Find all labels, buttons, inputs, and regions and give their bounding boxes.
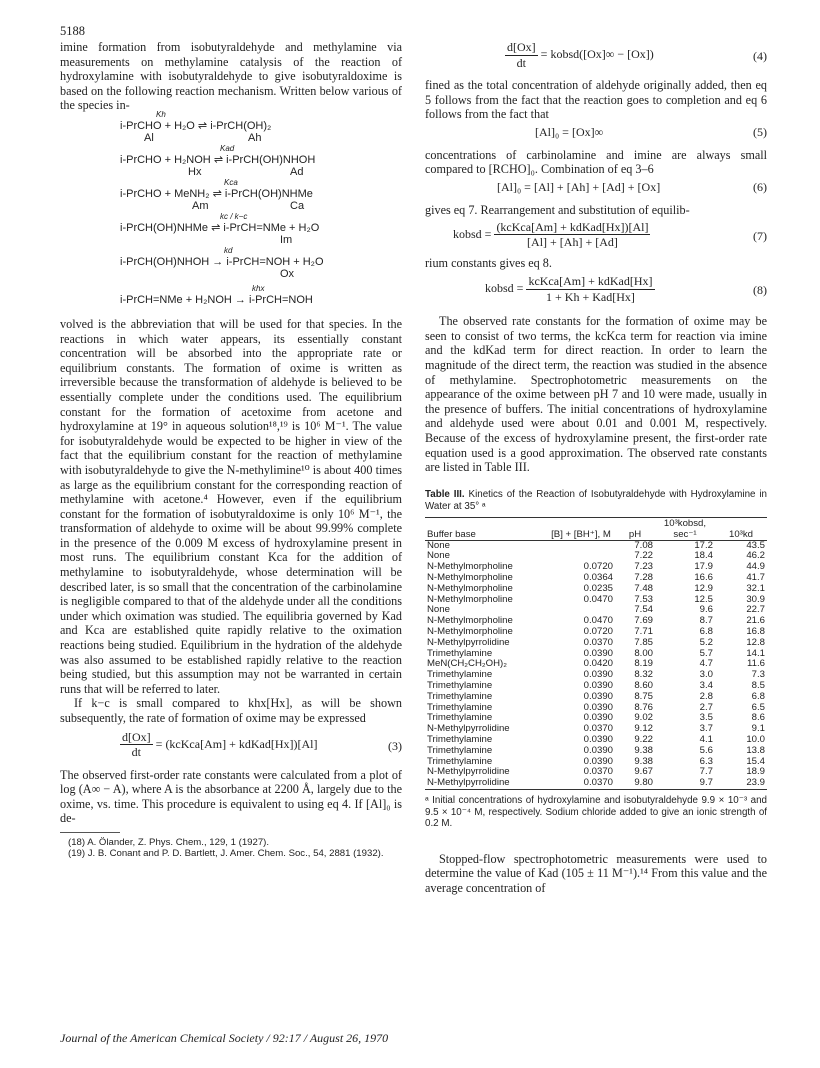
table-cell: Trimethylamine — [427, 690, 493, 702]
paragraph: If k−c is small compared to khx[Hx], as will be shown subsequently, the rate of formation of oxime may be expressed — [60, 696, 402, 725]
column-header: Buffer base — [425, 517, 547, 540]
reaction-lhs: i-PrCH(OH)NHMe — [120, 221, 208, 234]
species-label: Hx — [188, 165, 202, 178]
table-cell: 8.32 — [634, 669, 653, 681]
equilibrium-arrow: ⇌ — [197, 119, 208, 132]
page-number: 5188 — [60, 24, 85, 38]
equation-number: (3) — [388, 738, 402, 753]
table-cell: 9.38 — [634, 755, 653, 767]
paragraph: gives eq 7. Rearrangement and substitution of equilib- — [425, 202, 690, 217]
table-cell: 8.5 — [751, 680, 765, 692]
table-cell: 23.9 — [715, 778, 767, 789]
table-cell: N-Methylpyrrolidine — [427, 636, 510, 648]
table-cell: 43.5 — [746, 539, 765, 551]
reaction — [120, 283, 402, 313]
table-cell: 0.0390 — [583, 712, 613, 724]
table-cell: 8.76 — [634, 701, 653, 713]
table-body — [425, 540, 767, 789]
table-cell: 0.0390 — [583, 680, 613, 692]
rate-constant-label: kc / k−c — [220, 211, 248, 221]
table-cell: 7.54 — [634, 604, 653, 616]
table-cell: N-Methylpyrrolidine — [425, 778, 547, 789]
table-cell: 21.6 — [746, 615, 765, 627]
fraction-denominator: dt — [131, 745, 141, 760]
species-label: Ca — [290, 199, 305, 212]
table-cell: 8.6 — [751, 712, 765, 724]
table-caption — [425, 489, 767, 513]
table-cell: 9.6 — [699, 604, 713, 616]
paragraph: concentrations of carbinolamine and imine are always small compared to [RCHO]₀. Combination of eq 3–6 — [425, 147, 767, 177]
table-cell: None — [427, 539, 450, 551]
table-cell: 18.4 — [694, 550, 713, 562]
reaction — [120, 143, 402, 187]
table-cell: 6.8 — [699, 626, 713, 638]
species-label: Ad — [290, 165, 304, 178]
table-cell: N-Methylmorpholine — [427, 582, 513, 594]
reaction-rhs: i-PrCH=NMe + H₂O — [223, 221, 320, 234]
reaction — [120, 211, 402, 255]
table-cell: 44.9 — [746, 561, 765, 573]
table-cell: Trimethylamine — [427, 701, 493, 713]
table-cell: 9.02 — [634, 712, 653, 724]
table-cell: 15.4 — [746, 755, 765, 767]
forward-arrow: → — [234, 293, 246, 306]
column-header: 10³kd — [715, 517, 767, 540]
equation-rhs: = kobsd([Ox]∞ − [Ox]) — [540, 46, 654, 61]
table-cell: 17.9 — [694, 561, 713, 573]
equation-6 — [425, 180, 767, 200]
table-row — [425, 540, 767, 551]
reaction-lhs: i-PrCH=NMe + H₂NOH — [120, 293, 232, 306]
table-cell: 3.5 — [699, 712, 713, 724]
table-cell: 7.3 — [751, 669, 765, 681]
table-cell: 0.0390 — [583, 701, 613, 713]
table-cell: N-Methylmorpholine — [427, 615, 513, 627]
equation-rhs: = (kcKca[Am] + kdKad[Hx])[Al] — [155, 736, 318, 751]
fraction-numerator: d[Ox] — [122, 729, 151, 744]
reference: (18) A. Ölander, Z. Phys. Chem., 129, 1 (1927). — [68, 836, 270, 848]
rate-constant-label: Kca — [224, 177, 238, 187]
table-row — [425, 778, 767, 789]
reaction-lhs: i-PrCHO + MeNH₂ — [120, 187, 210, 200]
equation-body: [Al]₀ = [Ox]∞ — [535, 124, 604, 139]
table-cell: 6.5 — [751, 701, 765, 713]
equation-8 — [485, 274, 767, 308]
fraction-denominator: 1 + Kh + Kad[Hx] — [546, 289, 635, 304]
table-cell: 3.7 — [699, 723, 713, 735]
table-cell: 8.7 — [699, 615, 713, 627]
reference: (19) J. B. Conant and P. D. Bartlett, J. Amer. Chem. Soc., 54, 2881 (1932). — [68, 848, 384, 860]
table-cell: Trimethylamine — [427, 755, 493, 767]
table-cell: 7.85 — [634, 636, 653, 648]
reaction-lhs: i-PrCH(OH)NHOH — [120, 255, 210, 268]
table-cell: 7.28 — [634, 572, 653, 584]
reaction — [120, 177, 402, 221]
table-cell: 3.4 — [699, 680, 713, 692]
fraction-denominator: dt — [516, 55, 526, 70]
table-cell: 0.0390 — [583, 669, 613, 681]
table-cell: 14.1 — [746, 647, 765, 659]
table-cell: 7.71 — [634, 626, 653, 638]
table-cell: 0.0470 — [583, 615, 613, 627]
reaction-rhs: i-PrCH(OH)NHOH — [226, 153, 316, 166]
table-cell: 5.6 — [699, 744, 713, 756]
fraction-numerator: d[Ox] — [507, 40, 536, 54]
equilibrium-arrow: ⇌ — [212, 187, 222, 200]
reaction-rhs: i-PrCH=NOH — [248, 293, 313, 306]
table-cell: N-Methylmorpholine — [427, 626, 513, 638]
paragraph: Stopped-flow spectrophotometric measurements were used to determine the value of Kad (105 ± 11 M⁻¹).¹⁴ From this value and the average concentration of — [425, 851, 767, 895]
species-label: Im — [280, 233, 293, 246]
column-header: 10³kobsd, sec⁻¹ — [655, 517, 715, 540]
table-cell: 8.60 — [634, 680, 653, 692]
paragraph: imine formation from isobutyraldehyde and methylamine via measurements on methylamine catalysis of the reaction of hydroxylamine with isobutyraldehyde to give isobutyraldoxime is based on the following reaction mechanism. Written below various of the species in- — [60, 40, 402, 113]
forward-arrow: → — [212, 255, 224, 268]
table-cell: 0.0390 — [583, 755, 613, 767]
table-cell: None — [427, 550, 450, 562]
table-cell: 9.80 — [615, 778, 655, 789]
table-cell: 13.8 — [746, 744, 765, 756]
derivative-fraction — [505, 40, 538, 70]
equation-7 — [453, 220, 767, 254]
table-cell: 9.22 — [634, 734, 653, 746]
equation-number: (6) — [753, 179, 767, 194]
paragraph: fined as the total concentration of aldehyde originally added, then eq 5 follows from the fact that the reaction goes to completion and eq 6 follows from the fact that — [425, 78, 767, 122]
table-cell: 7.53 — [634, 593, 653, 605]
equation-5 — [425, 125, 767, 145]
table-cell: 17.2 — [694, 539, 713, 551]
table-cell: N-Methylmorpholine — [427, 561, 513, 573]
table-cell: 16.6 — [694, 572, 713, 584]
table-cell: 7.48 — [634, 582, 653, 594]
table-cell: 0.0370 — [583, 636, 613, 648]
equilibrium-arrow: ⇌ — [213, 153, 224, 166]
table-row — [425, 595, 767, 606]
table-cell: 0.0720 — [583, 561, 613, 573]
table-cell: 18.9 — [746, 766, 765, 778]
column-header: pH — [615, 517, 655, 540]
column-header: [B] + [BH⁺], M — [547, 517, 615, 540]
fraction-numerator: kcKca[Am] + kdKad[Hx] — [528, 274, 653, 289]
table-cell: 9.7 — [655, 778, 715, 789]
table-cell: 10.0 — [746, 734, 765, 746]
left-column — [60, 40, 402, 860]
table-cell: 0.0470 — [583, 593, 613, 605]
equation-body: [Al]₀ = [Al] + [Ah] + [Ad] + [Ox] — [497, 179, 661, 194]
table-cell: 0.0235 — [583, 582, 613, 594]
table-cell: 0.0420 — [583, 658, 613, 670]
table-cell: 8.19 — [634, 658, 653, 670]
table-cell: 7.23 — [634, 561, 653, 573]
table-cell: 8.75 — [634, 690, 653, 702]
right-column — [425, 40, 767, 896]
table-cell: 16.8 — [746, 626, 765, 638]
table-cell: 0.0370 — [583, 723, 613, 735]
equation-4 — [505, 40, 767, 74]
fraction-numerator: (kcKca[Am] + kdKad[Hx])[Al] — [496, 219, 649, 234]
table-cell: 7.08 — [634, 539, 653, 551]
table-cell: 2.7 — [699, 701, 713, 713]
table-cell: Trimethylamine — [427, 744, 493, 756]
paragraph: The observed rate constants for the formation of oxime may be seen to consist of two terms, the kcKca term for reaction via imine and the kdKad term for direct reaction. In order to learn the magnitude of the direct term, the reaction was studied in the absence of methylamine. Spectrophotometric measurements on the appearance of the oxime between pH 7 and 10 were made, usually in the presence of buffers. The initial concentrations of hydroxylamine and aldehyde used were about 0.01 and 0.001 M, respectively. Because of the excess of hydroxylamine present, the first-order rate equation used is a good approximation. The observed rate constants are listed in Table III. — [425, 314, 767, 475]
table-cell: 9.12 — [634, 723, 653, 735]
reaction — [120, 109, 402, 153]
paragraph: rium constants gives eq 8. — [425, 255, 552, 270]
table-cell: MeN(CH₂CH₂OH)₂ — [427, 658, 507, 670]
rate-constant-label: khx — [252, 283, 265, 293]
table-cell: 3.0 — [699, 669, 713, 681]
kinetics-table — [425, 517, 767, 790]
table-cell: 12.8 — [746, 636, 765, 648]
rate-constant-label: kd — [224, 245, 233, 255]
equilibrium-arrow: ⇌ — [211, 221, 221, 234]
table-cell: 7.7 — [699, 766, 713, 778]
fraction-denominator: [Al] + [Ah] + [Ad] — [527, 235, 618, 250]
table-cell: 41.7 — [746, 572, 765, 584]
table-footnote: ᵃ Initial concentrations of hydroxylamine and isobutyraldehyde 9.9 × 10⁻³ and 9.5 × 10⁻⁴ M, respectively. Sodium chloride added to give an ionic strength of 0.2 M. — [425, 795, 767, 830]
rate-constant-label: Kad — [220, 143, 235, 153]
table-cell: 9.38 — [634, 744, 653, 756]
reaction-scheme — [120, 109, 402, 313]
table-cell: None — [427, 604, 450, 616]
species-label: Ah — [248, 131, 262, 144]
table-cell: 0.0370 — [583, 766, 613, 778]
table-cell: Trimethylamine — [427, 734, 493, 746]
table-cell: 8.00 — [634, 647, 653, 659]
table-row — [425, 746, 767, 757]
table-cell: N-Methylpyrrolidine — [427, 723, 510, 735]
table-cell: 11.6 — [747, 658, 765, 670]
table-cell: 7.69 — [634, 615, 653, 627]
equation-3 — [120, 730, 402, 764]
table-cell: 32.1 — [746, 582, 765, 594]
table-cell: 30.9 — [746, 593, 765, 605]
rate-constant-label: Kh — [156, 109, 166, 119]
table-cell: 12.9 — [694, 582, 713, 594]
table-cell: 0.0720 — [583, 626, 613, 638]
table-cell: 7.22 — [634, 550, 653, 562]
reaction-lhs: i-PrCHO + H₂NOH — [120, 153, 211, 166]
species-label: Al — [144, 131, 154, 144]
table-cell: 9.1 — [751, 723, 765, 735]
table-cell: 0.0390 — [583, 744, 613, 756]
table-title: Kinetics of the Reaction of Isobutyraldehyde with Hydroxylamine in Water at 35° ᵃ — [425, 488, 767, 512]
table-cell: 4.7 — [699, 658, 713, 670]
table-cell: 0.0370 — [547, 778, 615, 789]
equation-number: (5) — [753, 124, 767, 139]
table-cell: Trimethylamine — [427, 669, 493, 681]
table-cell — [547, 540, 615, 551]
table-cell: Trimethylamine — [427, 712, 493, 724]
reaction-rhs: i-PrCH(OH)₂ — [210, 119, 272, 132]
reaction-rhs: i-PrCH=NOH + H₂O — [226, 255, 324, 268]
equation-lhs: kobsd = — [485, 281, 524, 295]
table-cell: 22.7 — [746, 604, 765, 616]
paragraph: volved is the abbreviation that will be used for that species. In the reactions in which water appears, its essentially constant concentration will be absorbed into the appropriate rate or equilibrium constants. The formation of oxime is written as irreversible because the transformation of aldehyde is believed to be essentially complete under the conditions used. The equilibrium constant for the formation of acetoxime from acetone and hydroxylamine at 19° in aqueous solution¹⁸,¹⁹ is 10⁶ M⁻¹. The value for isobutyraldehyde would be expected to be higher in view of the fact that the equilibrium constant for the reaction of methylamine with isobutyraldehyde to give the N-methylimine¹⁰ is about 400 times as large as the equilibrium constant for the corresponding reaction of methylamine with acetone.⁴ However, even if the equilibrium constant for the formation of isobutyraldoxime is only 10⁶ M⁻¹, the transformation of aldehyde to oxime will be about 99.99% complete in the presence of the 0.009 M excess of hydroxylamine present in most runs. The equilibrium constant Kca for the addition of methylamine to isobutyraldehyde, whose determination will be described later, is so small that the concentration of the carbinolamine is negligible compared to that of the aldehyde under all the conditions under which oximation was studied. The equilibria governed by Kad and Kca are established quite rapidly relative to the oximation reactions being studied. Equilibrium in the hydration of the aldehyde was also assumed to be established rapidly relative to the reaction being studied, but this assumption may not be warranted in certain runs that will be referred to later. — [60, 316, 402, 696]
table-cell: 2.8 — [699, 690, 713, 702]
equation-lhs: kobsd = — [453, 226, 492, 241]
reaction-rhs: i-PrCH(OH)NHMe — [224, 187, 313, 200]
equation-number: (7) — [753, 228, 767, 243]
table-cell: 6.3 — [699, 755, 713, 767]
table-cell: 0.0390 — [583, 690, 613, 702]
reaction-lhs: i-PrCHO + H₂O — [120, 119, 195, 132]
table-cell: 5.7 — [699, 647, 713, 659]
species-label: Ox — [280, 267, 295, 280]
equation-number: (8) — [753, 283, 767, 298]
table-cell: 9.67 — [634, 766, 653, 778]
table-cell: 0.0390 — [583, 647, 613, 659]
table-cell: 12.5 — [694, 593, 713, 605]
equation-fraction — [526, 274, 654, 304]
paragraph: The observed first-order rate constants were calculated from a plot of log (A∞ − A), where A is the absorbance at 2200 Å, largely due to the oxime, vs. time. This procedure is equivalent to using eq 4. If [Al]₀ is de- — [60, 767, 402, 826]
table-cell: 6.8 — [751, 690, 765, 702]
table-cell: 0.0364 — [583, 572, 613, 584]
table-label: Table III. — [425, 488, 465, 500]
table-cell: Trimethylamine — [427, 647, 493, 659]
species-label: Am — [192, 199, 209, 212]
equation-fraction — [494, 220, 650, 250]
table-cell: N-Methylpyrrolidine — [427, 766, 510, 778]
table-cell: 46.2 — [746, 550, 765, 562]
table-cell: 0.0390 — [583, 734, 613, 746]
table-cell: N-Methylmorpholine — [427, 593, 513, 605]
equation-number: (4) — [753, 49, 767, 63]
footnote-rule — [60, 832, 120, 833]
table-cell: 4.1 — [699, 734, 713, 746]
journal-footer: Journal of the American Chemical Society / 92:17 / August 26, 1970 — [60, 1031, 389, 1045]
table-cell: N-Methylmorpholine — [427, 572, 513, 584]
table-cell: Trimethylamine — [427, 680, 493, 692]
derivative-fraction — [120, 730, 153, 760]
table-cell: 5.2 — [699, 636, 713, 648]
